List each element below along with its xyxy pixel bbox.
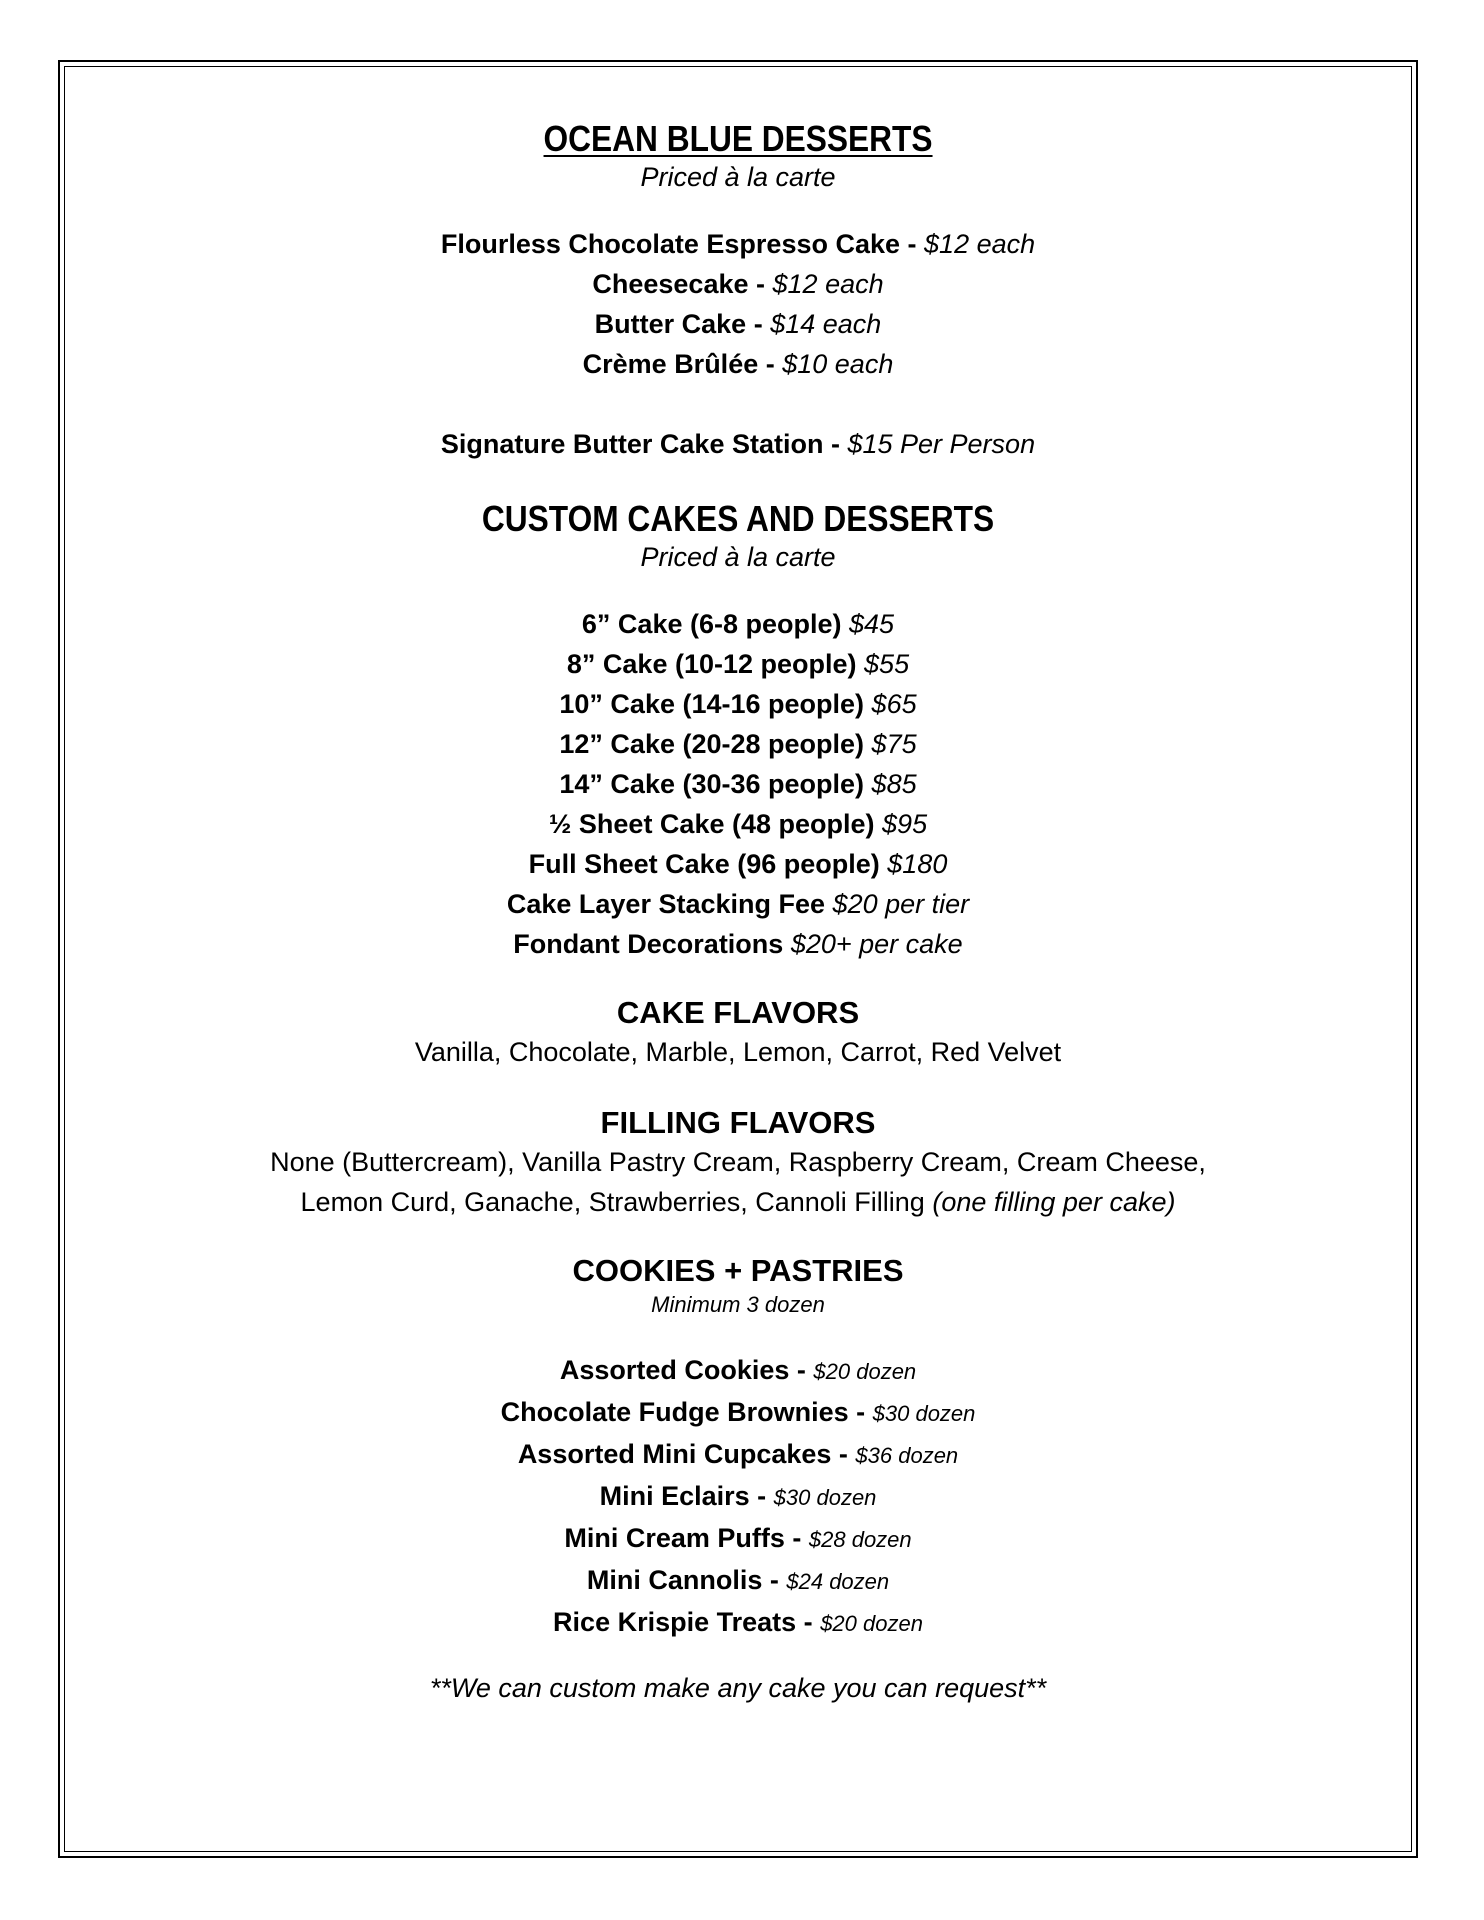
item-price: $20 dozen	[813, 1359, 917, 1384]
custom-cakes-section	[64, 498, 1412, 964]
menu-item	[64, 1602, 1412, 1644]
item-price: $12 each	[772, 269, 884, 299]
menu-item	[64, 724, 1412, 764]
item-name: 10” Cake (14-16 people)	[559, 689, 865, 719]
item-name: 14” Cake (30-36 people)	[559, 769, 865, 799]
station-item	[64, 424, 1412, 464]
filling-flavors-line-1: None (Buttercream), Vanilla Pastry Cream, Raspberry Cream, Cream Cheese,	[270, 1147, 1206, 1177]
menu-item	[64, 1350, 1412, 1392]
cookies-section	[64, 1252, 1412, 1644]
footer-note: **We can custom make any cake you can request**	[429, 1673, 1047, 1703]
cake-flavors-title: CAKE FLAVORS	[616, 995, 860, 1030]
menu-item	[64, 1392, 1412, 1434]
filling-flavors-section	[64, 1104, 1412, 1222]
item-price: $36 dozen	[855, 1443, 959, 1468]
menu-item	[64, 844, 1412, 884]
item-name: Assorted Mini Cupcakes -	[517, 1439, 848, 1469]
menu-item	[64, 924, 1412, 964]
item-price: $20 dozen	[820, 1611, 923, 1636]
item-price: $55	[864, 649, 910, 679]
item-price: $180	[887, 849, 948, 879]
item-name: Signature Butter Cake Station -	[440, 429, 840, 459]
item-price: $85	[871, 769, 917, 799]
custom-cakes-subtitle: Priced à la carte	[640, 542, 836, 572]
menu-item	[64, 644, 1412, 684]
item-price: $28 dozen	[808, 1527, 912, 1552]
item-name: Cake Layer Stacking Fee	[506, 889, 826, 919]
filling-flavors-line-2	[64, 1182, 1412, 1222]
item-price: $20+ per cake	[790, 929, 963, 959]
item-price: $45	[849, 609, 895, 639]
item-name: 8” Cake (10-12 people)	[566, 649, 857, 679]
filling-flavors-title: FILLING FLAVORS	[600, 1105, 876, 1140]
item-name: Fondant Decorations	[513, 929, 784, 959]
menu-item	[64, 1434, 1412, 1476]
item-price: $75	[871, 729, 917, 759]
cake-flavors-list: Vanilla, Chocolate, Marble, Lemon, Carrot, Red Velvet	[414, 1037, 1062, 1067]
filling-note: (one filling per cake)	[932, 1187, 1176, 1217]
item-name: Full Sheet Cake (96 people)	[528, 849, 880, 879]
menu-item	[64, 884, 1412, 924]
item-name: Cheesecake -	[592, 269, 765, 299]
menu-item	[64, 264, 1412, 304]
filling-flavors-list: Lemon Curd, Ganache, Strawberries, Cannoli Filling	[300, 1187, 925, 1217]
item-name: Chocolate Fudge Brownies -	[500, 1397, 866, 1427]
item-name: Butter Cake -	[594, 309, 763, 339]
item-price: $20 per tier	[832, 889, 970, 919]
item-name: Flourless Chocolate Espresso Cake -	[440, 229, 917, 259]
item-price: $12 each	[924, 229, 1036, 259]
menu-item	[64, 764, 1412, 804]
item-price: $30 dozen	[872, 1401, 976, 1426]
item-name: 6” Cake (6-8 people)	[581, 609, 842, 639]
custom-cakes-title: CUSTOM CAKES AND DESSERTS	[481, 498, 995, 539]
item-price: $14 each	[770, 309, 882, 339]
item-price: $30 dozen	[773, 1485, 877, 1510]
menu-item	[64, 604, 1412, 644]
menu-item	[64, 1476, 1412, 1518]
cookies-title: COOKIES + PASTRIES	[572, 1253, 904, 1288]
menu-item	[64, 344, 1412, 384]
item-name: Mini Cream Puffs -	[564, 1523, 802, 1553]
cake-flavors-section	[64, 994, 1412, 1072]
item-price: $95	[882, 809, 928, 839]
ocean-blue-section	[64, 118, 1412, 464]
ocean-blue-title: OCEAN BLUE DESSERTS	[543, 118, 933, 159]
item-price: $15 Per Person	[847, 429, 1036, 459]
menu-item	[64, 804, 1412, 844]
menu-item	[64, 684, 1412, 724]
menu-item	[64, 304, 1412, 344]
menu-item	[64, 1518, 1412, 1560]
item-name: Mini Eclairs -	[599, 1481, 767, 1511]
item-name: Mini Cannolis -	[586, 1565, 779, 1595]
item-name: ½ Sheet Cake (48 people)	[548, 809, 875, 839]
item-price: $10 each	[782, 349, 894, 379]
item-name: 12” Cake (20-28 people)	[559, 729, 865, 759]
cookies-subtitle: Minimum 3 dozen	[651, 1292, 825, 1317]
item-name: Rice Krispie Treats -	[553, 1607, 813, 1637]
menu-item	[64, 224, 1412, 264]
item-price: $24 dozen	[786, 1569, 890, 1594]
ocean-blue-subtitle: Priced à la carte	[640, 162, 836, 192]
item-price: $65	[871, 689, 917, 719]
item-name: Assorted Cookies -	[559, 1355, 806, 1385]
item-name: Crème Brûlée -	[582, 349, 775, 379]
menu-content	[64, 118, 1412, 1708]
menu-item	[64, 1560, 1412, 1602]
